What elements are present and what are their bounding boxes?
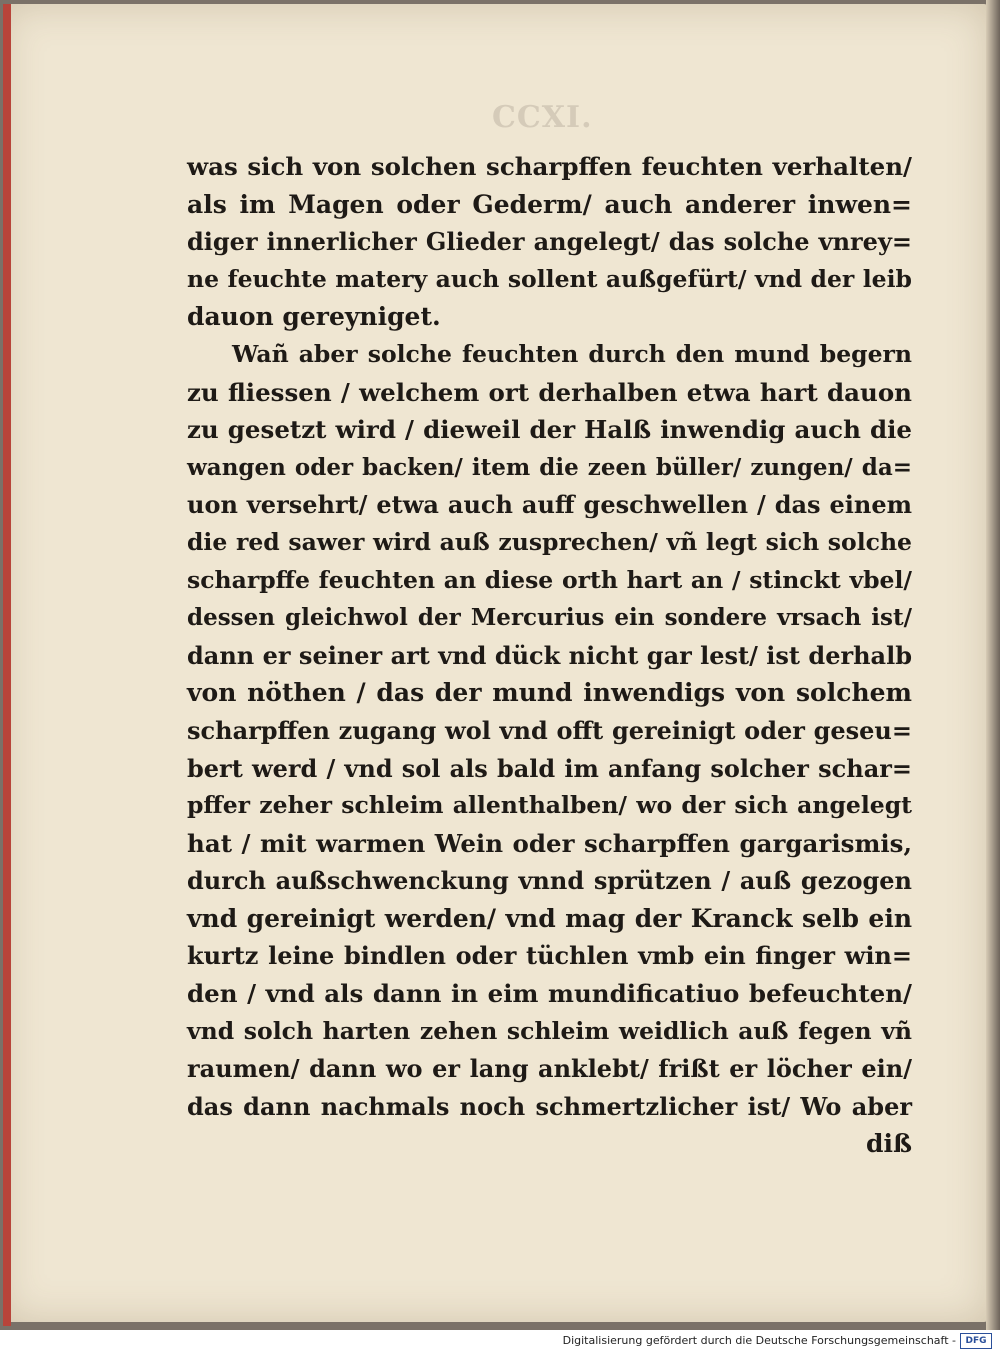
footer-credit: Digitalisierung gefördert durch die Deutsche Forschungsgemeinschaft -: [562, 1334, 956, 1347]
dfg-logo: DFG: [960, 1333, 992, 1349]
text-line: dann er seiner art vnd dück nicht gar lest/ ist derhalb: [187, 640, 912, 670]
page-number: CCXI.: [492, 100, 593, 135]
text-line: dauon gereyniget.: [187, 302, 441, 332]
text-line: vnd gereinigt werden/ vnd mag der Kranck selb ein: [187, 903, 912, 933]
text-line: pffer zeher schleim allenthalben/ wo der sich angelegt: [187, 791, 912, 820]
red-page-edge: [3, 4, 11, 1326]
text-line: uon versehrt/ etwa auch auff geschwellen / das einem: [187, 490, 912, 520]
text-line: zu gesetzt wird / dieweil der Halß inwendig auch die: [187, 415, 912, 445]
text-line: dessen gleichwol der Mercurius ein sondere vrsach ist/: [187, 604, 912, 632]
text-line: durch außschwenckung vnnd sprützen / auß gezogen: [187, 866, 912, 896]
text-line: raumen/ dann wo er lang anklebt/ frißt er löcher ein/: [187, 1054, 912, 1084]
text-line: scharpffe feuchten an diese orth hart an / stinckt vbel/: [187, 565, 912, 594]
text-line: die red sawer wird auß zusprechen/ vñ legt sich solche: [187, 527, 912, 556]
text-line: diger innerlicher Glieder angelegt/ das solche vnrey=: [187, 227, 912, 257]
catchword: diß: [866, 1129, 912, 1159]
text-line: hat / mit warmen Wein oder scharpffen gargarismis,: [187, 828, 912, 858]
text-line: wangen oder backen/ item die zeen büller/ zungen/ da=: [187, 453, 912, 481]
text-line: Wañ aber solche feuchten durch den mund begern: [232, 339, 912, 368]
text-line: als im Magen oder Gederm/ auch anderer inwen=: [187, 189, 912, 219]
text-line: vnd solch harten zehen schleim weidlich auß fegen vñ: [187, 1016, 912, 1045]
text-line: das dann nachmals noch schmertzlicher ist/ Wo aber: [187, 1091, 912, 1121]
footer-bar: [0, 1330, 1000, 1351]
text-line: scharpffen zugang wol vnd offt gereinigt oder geseu=: [187, 715, 912, 745]
body-text: [187, 148, 912, 1163]
book-edge-shadow: [986, 0, 1000, 1330]
text-line: von nöthen / das der mund inwendigs von solchem: [187, 678, 912, 708]
text-line: bert werd / vnd sol als bald im anfang solcher schar=: [187, 753, 912, 783]
text-line: was sich von solchen scharpffen feuchten verhalten/: [187, 152, 912, 181]
text-line: ne feuchte matery auch sollent außgefürt/ vnd der leib: [187, 264, 912, 293]
text-line: den / vnd als dann in eim mundificatiuo befeuchten/: [187, 979, 912, 1009]
text-line: zu fliessen / welchem ort derhalben etwa hart dauon: [187, 377, 912, 407]
text-line: kurtz leine bindlen oder tüchlen vmb ein finger win=: [187, 941, 912, 971]
